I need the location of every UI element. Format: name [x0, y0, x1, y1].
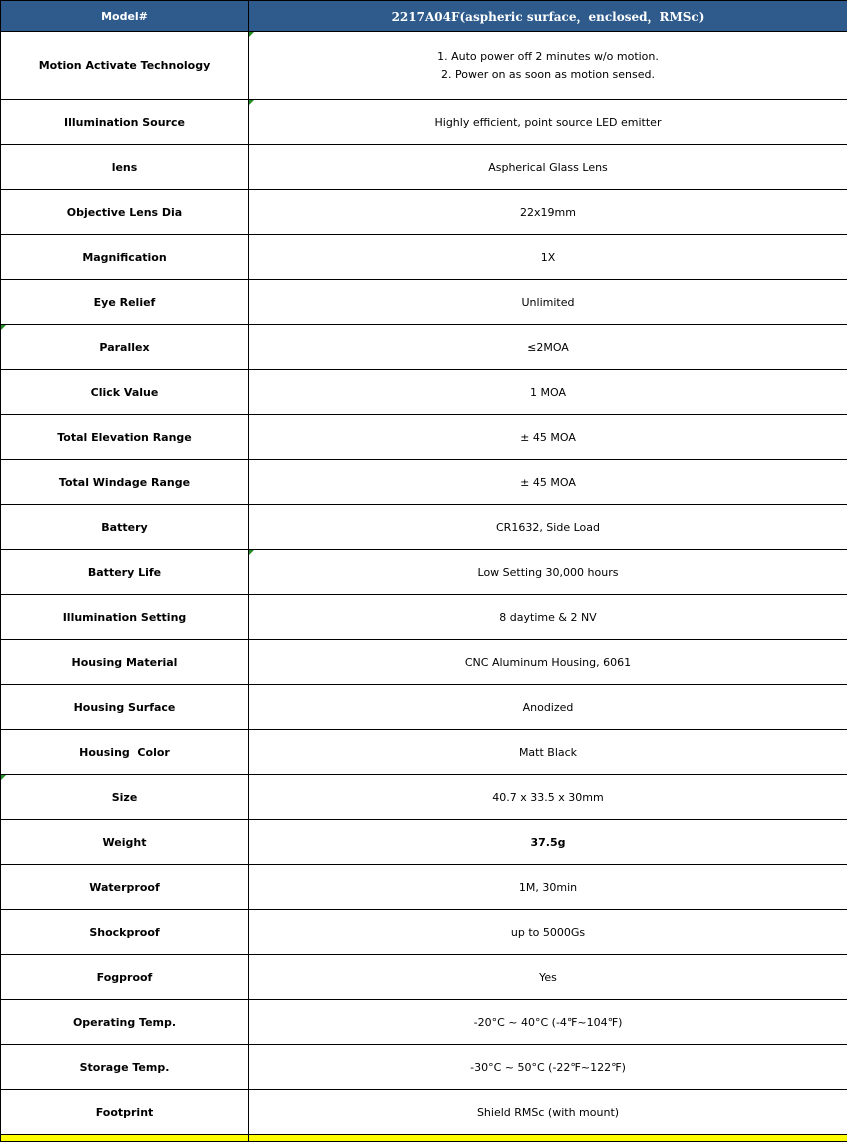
spec-row — [1, 820, 847, 865]
spec-label: Size — [1, 775, 249, 820]
spec-label: Housing Material — [1, 640, 249, 685]
spec-row — [1, 190, 847, 235]
spec-row — [1, 595, 847, 640]
spec-value: 8 daytime & 2 NV — [249, 595, 847, 640]
spec-value: 37.5g — [249, 820, 847, 865]
header-label: Model# — [1, 1, 249, 32]
highlight-band — [1, 1135, 847, 1142]
spec-value: Yes — [249, 955, 847, 1000]
spec-value-line: 2. Power on as soon as motion sensed. — [253, 66, 843, 84]
spec-value: -30°C ~ 50°C (-22℉~122℉) — [249, 1045, 847, 1090]
spec-value: ± 45 MOA — [249, 415, 847, 460]
model-number: 2217A04F(aspheric surface，enclosed，RMSc) — [249, 1, 847, 32]
spec-label: Fogproof — [1, 955, 249, 1000]
spec-label: Footprint — [1, 1090, 249, 1135]
spec-row — [1, 235, 847, 280]
spec-label: Operating Temp. — [1, 1000, 249, 1045]
spec-row — [1, 640, 847, 685]
spec-value: CR1632, Side Load — [249, 505, 847, 550]
spec-value: ≤2MOA — [249, 325, 847, 370]
spec-row — [1, 775, 847, 820]
highlight-band-cell — [249, 1135, 847, 1142]
spec-row — [1, 505, 847, 550]
spec-value: 1 MOA — [249, 370, 847, 415]
spec-label: Shockproof — [1, 910, 249, 955]
spec-row — [1, 1045, 847, 1090]
spec-row — [1, 280, 847, 325]
spec-value: 1X — [249, 235, 847, 280]
spec-row — [1, 460, 847, 505]
spec-value: Low Setting 30,000 hours — [249, 550, 847, 595]
spec-row — [1, 1090, 847, 1135]
spec-row — [1, 1000, 847, 1045]
spec-row — [1, 730, 847, 775]
highlight-band-cell — [1, 1135, 249, 1142]
spec-label: Housing Surface — [1, 685, 249, 730]
spec-label: Battery — [1, 505, 249, 550]
spec-value: Highly efficient, point source LED emitter — [249, 100, 847, 145]
spec-value: up to 5000Gs — [249, 910, 847, 955]
spec-row — [1, 370, 847, 415]
spec-row — [1, 955, 847, 1000]
spec-row — [1, 325, 847, 370]
spec-label: Total Elevation Range — [1, 415, 249, 460]
spec-value: Unlimited — [249, 280, 847, 325]
spec-label: Click Value — [1, 370, 249, 415]
spec-row — [1, 415, 847, 460]
spec-value: -20°C ~ 40°C (-4℉~104℉) — [249, 1000, 847, 1045]
spec-label: Weight — [1, 820, 249, 865]
spec-label: Parallex — [1, 325, 249, 370]
spec-value: CNC Aluminum Housing, 6061 — [249, 640, 847, 685]
spec-label: Waterproof — [1, 865, 249, 910]
spec-label: Objective Lens Dia — [1, 190, 249, 235]
spec-label: Storage Temp. — [1, 1045, 249, 1090]
spec-row-motion — [1, 32, 847, 100]
spec-value: 22x19mm — [249, 190, 847, 235]
spec-value — [249, 32, 847, 100]
header-row — [1, 1, 847, 32]
spec-value: Shield RMSc (with mount) — [249, 1090, 847, 1135]
spec-value: 1M, 30min — [249, 865, 847, 910]
spec-value: Matt Black — [249, 730, 847, 775]
spec-label: Illumination Setting — [1, 595, 249, 640]
spec-value: Aspherical Glass Lens — [249, 145, 847, 190]
spec-label: Eye Relief — [1, 280, 249, 325]
spec-row — [1, 910, 847, 955]
spec-value-line: 1. Auto power off 2 minutes w/o motion. — [253, 48, 843, 66]
spec-label: Illumination Source — [1, 100, 249, 145]
spec-label: Motion Activate Technology — [1, 32, 249, 100]
spec-label: Housing Color — [1, 730, 249, 775]
spec-label: Magnification — [1, 235, 249, 280]
spec-label: Total Windage Range — [1, 460, 249, 505]
spec-row — [1, 100, 847, 145]
spec-row — [1, 550, 847, 595]
spec-row — [1, 685, 847, 730]
spec-row — [1, 145, 847, 190]
spec-label: lens — [1, 145, 249, 190]
spec-row — [1, 865, 847, 910]
spec-value: 40.7 x 33.5 x 30mm — [249, 775, 847, 820]
spec-label: Battery Life — [1, 550, 249, 595]
spec-value: Anodized — [249, 685, 847, 730]
spec-value: ± 45 MOA — [249, 460, 847, 505]
